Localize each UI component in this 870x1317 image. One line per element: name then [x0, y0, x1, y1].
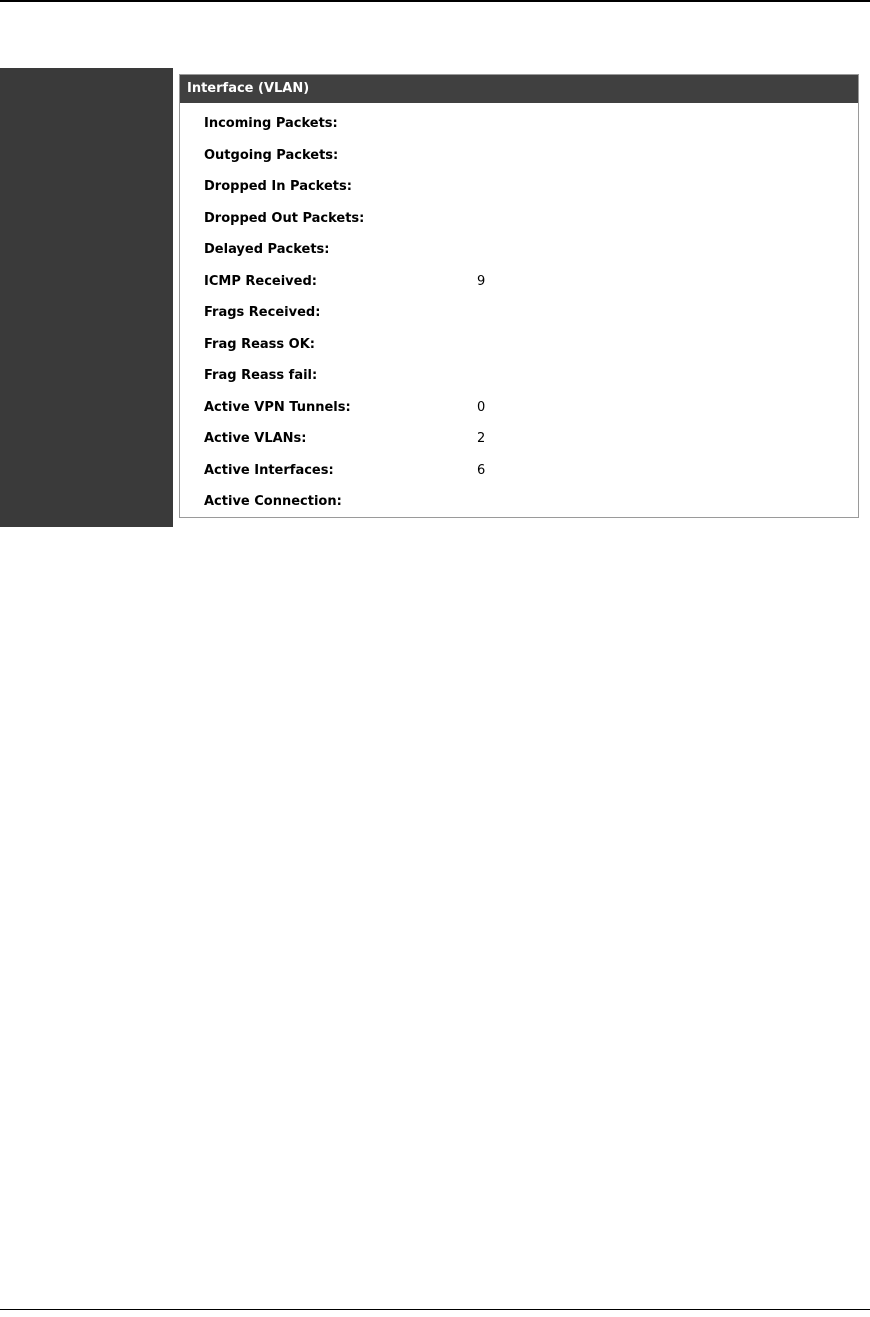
- sidebar: [0, 68, 173, 527]
- status-row-incoming-packets: [180, 114, 858, 134]
- status-label: Active Interfaces:: [204, 462, 334, 478]
- status-row-outgoing-packets: [180, 146, 858, 166]
- page-bottom-rule: [0, 1309, 870, 1310]
- status-label: Active Connection:: [204, 494, 342, 509]
- status-row-frags-received: [180, 303, 858, 323]
- status-value: 6: [477, 462, 486, 478]
- status-label: Incoming Packets:: [204, 116, 338, 131]
- status-label: Dropped Out Packets:: [204, 210, 365, 226]
- status-value: 2: [477, 431, 486, 446]
- interface-status-panel: [179, 74, 859, 518]
- panel-title: Interface (VLAN): [180, 75, 858, 103]
- status-label: Dropped In Packets:: [204, 179, 352, 194]
- status-value: 0: [477, 399, 486, 415]
- status-value: 9: [477, 273, 486, 289]
- status-row-icmp-received: [180, 272, 858, 292]
- status-label: Frag Reass OK:: [204, 336, 315, 352]
- status-row-active-connection: [180, 492, 858, 512]
- status-label: Frags Received:: [204, 305, 321, 320]
- status-row-frag-reass-ok: [180, 335, 858, 355]
- page-top-rule: [0, 0, 870, 2]
- status-label: Outgoing Packets:: [204, 147, 339, 163]
- status-row-active-interfaces: [180, 461, 858, 481]
- status-label: Delayed Packets:: [204, 242, 330, 257]
- status-row-dropped-out-packets: [180, 209, 858, 229]
- status-row-frag-reass-fail: [180, 366, 858, 386]
- status-row-dropped-in-packets: [180, 177, 858, 197]
- status-label: Active VLANs:: [204, 431, 307, 446]
- status-row-active-vlans: [180, 429, 858, 449]
- status-label: Frag Reass fail:: [204, 368, 318, 383]
- status-label: Active VPN Tunnels:: [204, 399, 351, 415]
- status-row-delayed-packets: [180, 240, 858, 260]
- status-row-active-vpn-tunnels: [180, 398, 858, 418]
- status-label: ICMP Received:: [204, 273, 317, 289]
